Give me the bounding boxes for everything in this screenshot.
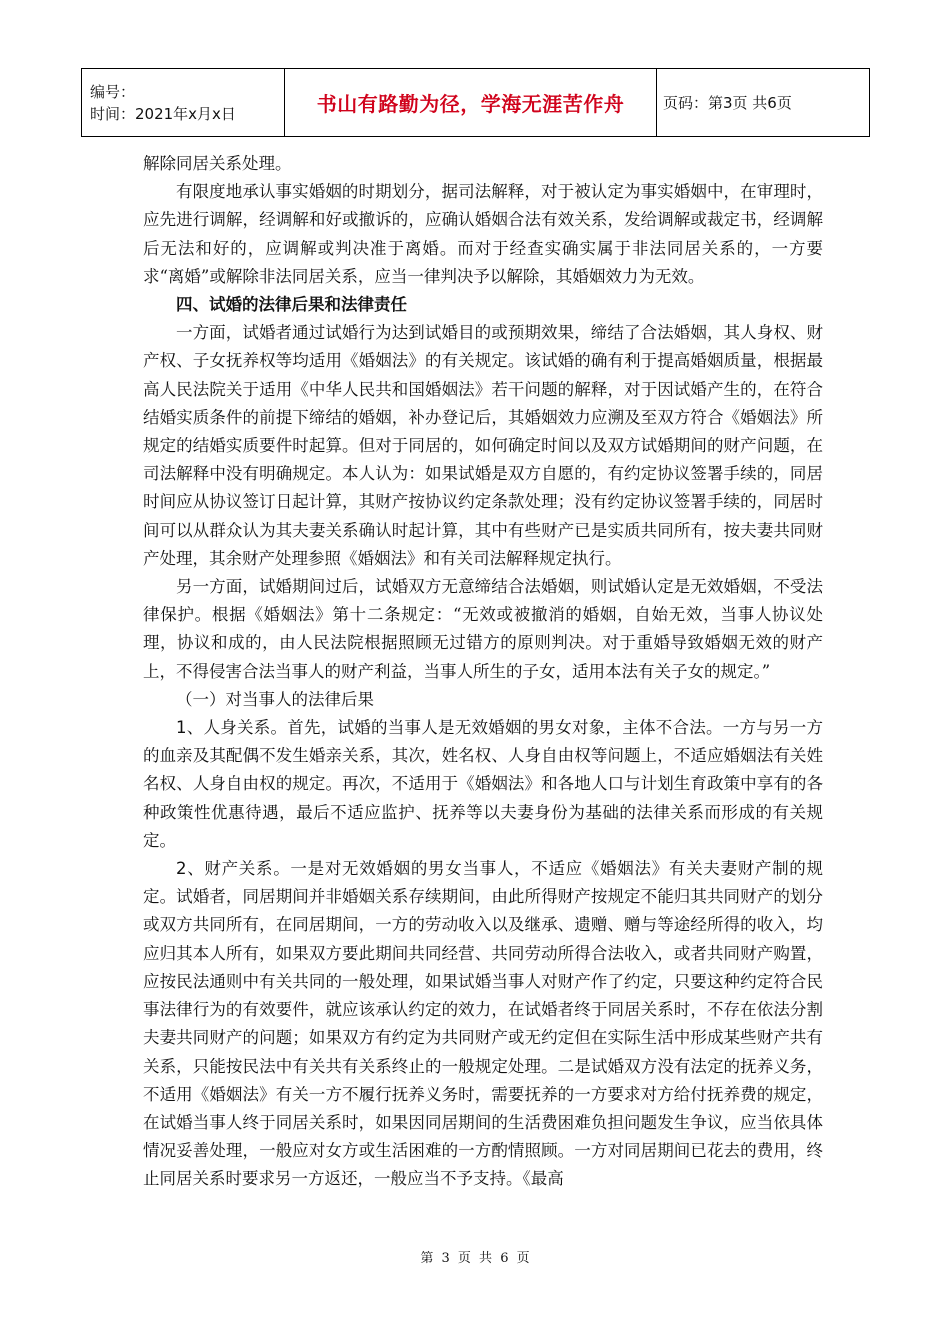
- paragraph: 一方面，试婚者通过试婚行为达到试婚目的或预期效果，缔结了合法婚姻，其人身权、财产权、子女抚养权等均适用《婚姻法》的有关规定。该试婚的确有利于提高婚姻质量，根据最高人民法院关于适用《中华人民共和国婚姻法》若干问题的解释，对于因试婚产生的，在符合结婚实质条件的前提下缔结的婚姻，补办登记后，其婚姻效力应溯及至双方符合《婚姻法》所规定的结婚实质要件时起算。但对于同居的，如何确定时间以及双方试婚期间的财产问题，在司法解释中没有明确规定。本人认为：如果试婚是双方自愿的，有约定协议签署手续的，同居时间应从协议签订日起计算，其财产按协议约定条款处理；没有约定协议签署手续的，同居时间可以从群众认为其夫妻关系确认时起计算，其中有些财产已是实质共同所有，按夫妻共同财产处理，其余财产处理参照《婚姻法》和有关司法解释规定执行。: [143, 323, 823, 568]
- document-body: [143, 150, 823, 1194]
- section-heading: 四、试婚的法律后果和法律责任: [176, 295, 407, 315]
- header-motto: 书山有路勤为径，学海无涯苦作舟: [285, 69, 657, 136]
- paragraph: 有限度地承认事实婚姻的时期划分，据司法解释，对于被认定为事实婚姻中，在审理时，应先进行调解，经调解和好或撤诉的，应确认婚姻合法有效关系，发给调解或裁定书，经调解后无法和好的，应调解或判决准于离婚。而对于经查实确实属于非法同居关系的，一方要求“离婚”或解除非法同居关系，应当一律判决予以解除，其婚姻效力为无效。: [143, 182, 823, 286]
- item-number: 1、: [176, 718, 204, 738]
- subsection-heading: （一）对当事人的法律后果: [176, 689, 374, 709]
- document-number-label: 编号：: [90, 82, 136, 101]
- paragraph: 解除同居关系处理。: [143, 154, 292, 173]
- numbered-paragraph: [143, 855, 823, 1193]
- header-meta-cell: [82, 69, 285, 136]
- page-footer: 第 3 页 共 6 页: [420, 1251, 530, 1266]
- numbered-paragraph: [143, 714, 823, 855]
- paragraph-text: 财产关系。一是对无效婚姻的男女当事人，不适应《婚姻法》有关夫妻财产制的规定。试婚者，同居期间并非婚姻关系存续期间，由此所得财产按规定不能归其共同财产的划分或双方共同所有，在同居期间，一方的劳动收入以及继承、遗赠、赠与等途经所得的收入，均应归其本人所有，如果双方要此期间共同经营、共同劳动所得合法收入，或者共同财产购置，应按民法通则中有关共同的一般处理，如果试婚当事人对财产作了约定，只要这种约定符合民事法律行为的有效要件，就应该承认约定的效力，在试婚者终于同居关系时，不存在依法分割夫妻共同财产的问题；如果双方有约定为共同财产或无约定但在实际生活中形成某些财产共有关系，只能按民法中有关共有关系终止的一般规定处理。二是试婚双方没有法定的抚养义务，不适用《婚姻法》有关一方不履行抚养义务时，需要抚养的一方要求对方给付抚养费的规定，在试婚当事人终于同居关系时，如果因同居期间的生活费困难负担问题发生争议，应当依具体情况妥善处理，一般应对女方或生活困难的一方酌情照顾。一方对同居期间已花去的费用，终止同居关系时要求另一方返还，一般应当不予支持。《最高: [143, 859, 824, 1189]
- paragraph-text: 人身关系。首先，试婚的当事人是无效婚姻的男女对象，主体不合法。一方与另一方的血亲及其配偶不发生婚亲关系，其次，姓名权、人身自由权等问题上，不适应婚姻法有关姓名权、人身自由权的规定。再次，不适用于《婚姻法》和各地人口与计划生育政策中享有的各种政策性优惠待遇，最后不适应监护、抚养等以夫妻身份为基础的法律关系而形成的有关规定。: [143, 718, 823, 850]
- paragraph: 另一方面，试婚期间过后，试婚双方无意缔结合法婚姻，则试婚认定是无效婚姻，不受法律保护。根据《婚姻法》第十二条规定：“无效或被撤消的婚姻，自始无效，当事人协议处理，协议和成的，由人民法院根据照顾无过错方的原则判决。对于重婚导致婚姻无效的财产上，不得侵害合法当事人的财产利益，当事人所生的子女，适用本法有关子女的规定。”: [143, 577, 823, 681]
- header-page-info: 页码：第3页 共6页: [663, 94, 792, 112]
- item-number: 2、: [176, 859, 205, 879]
- page-header-table: [81, 68, 870, 137]
- document-time-label: 时间：2021年x月x日: [90, 104, 236, 123]
